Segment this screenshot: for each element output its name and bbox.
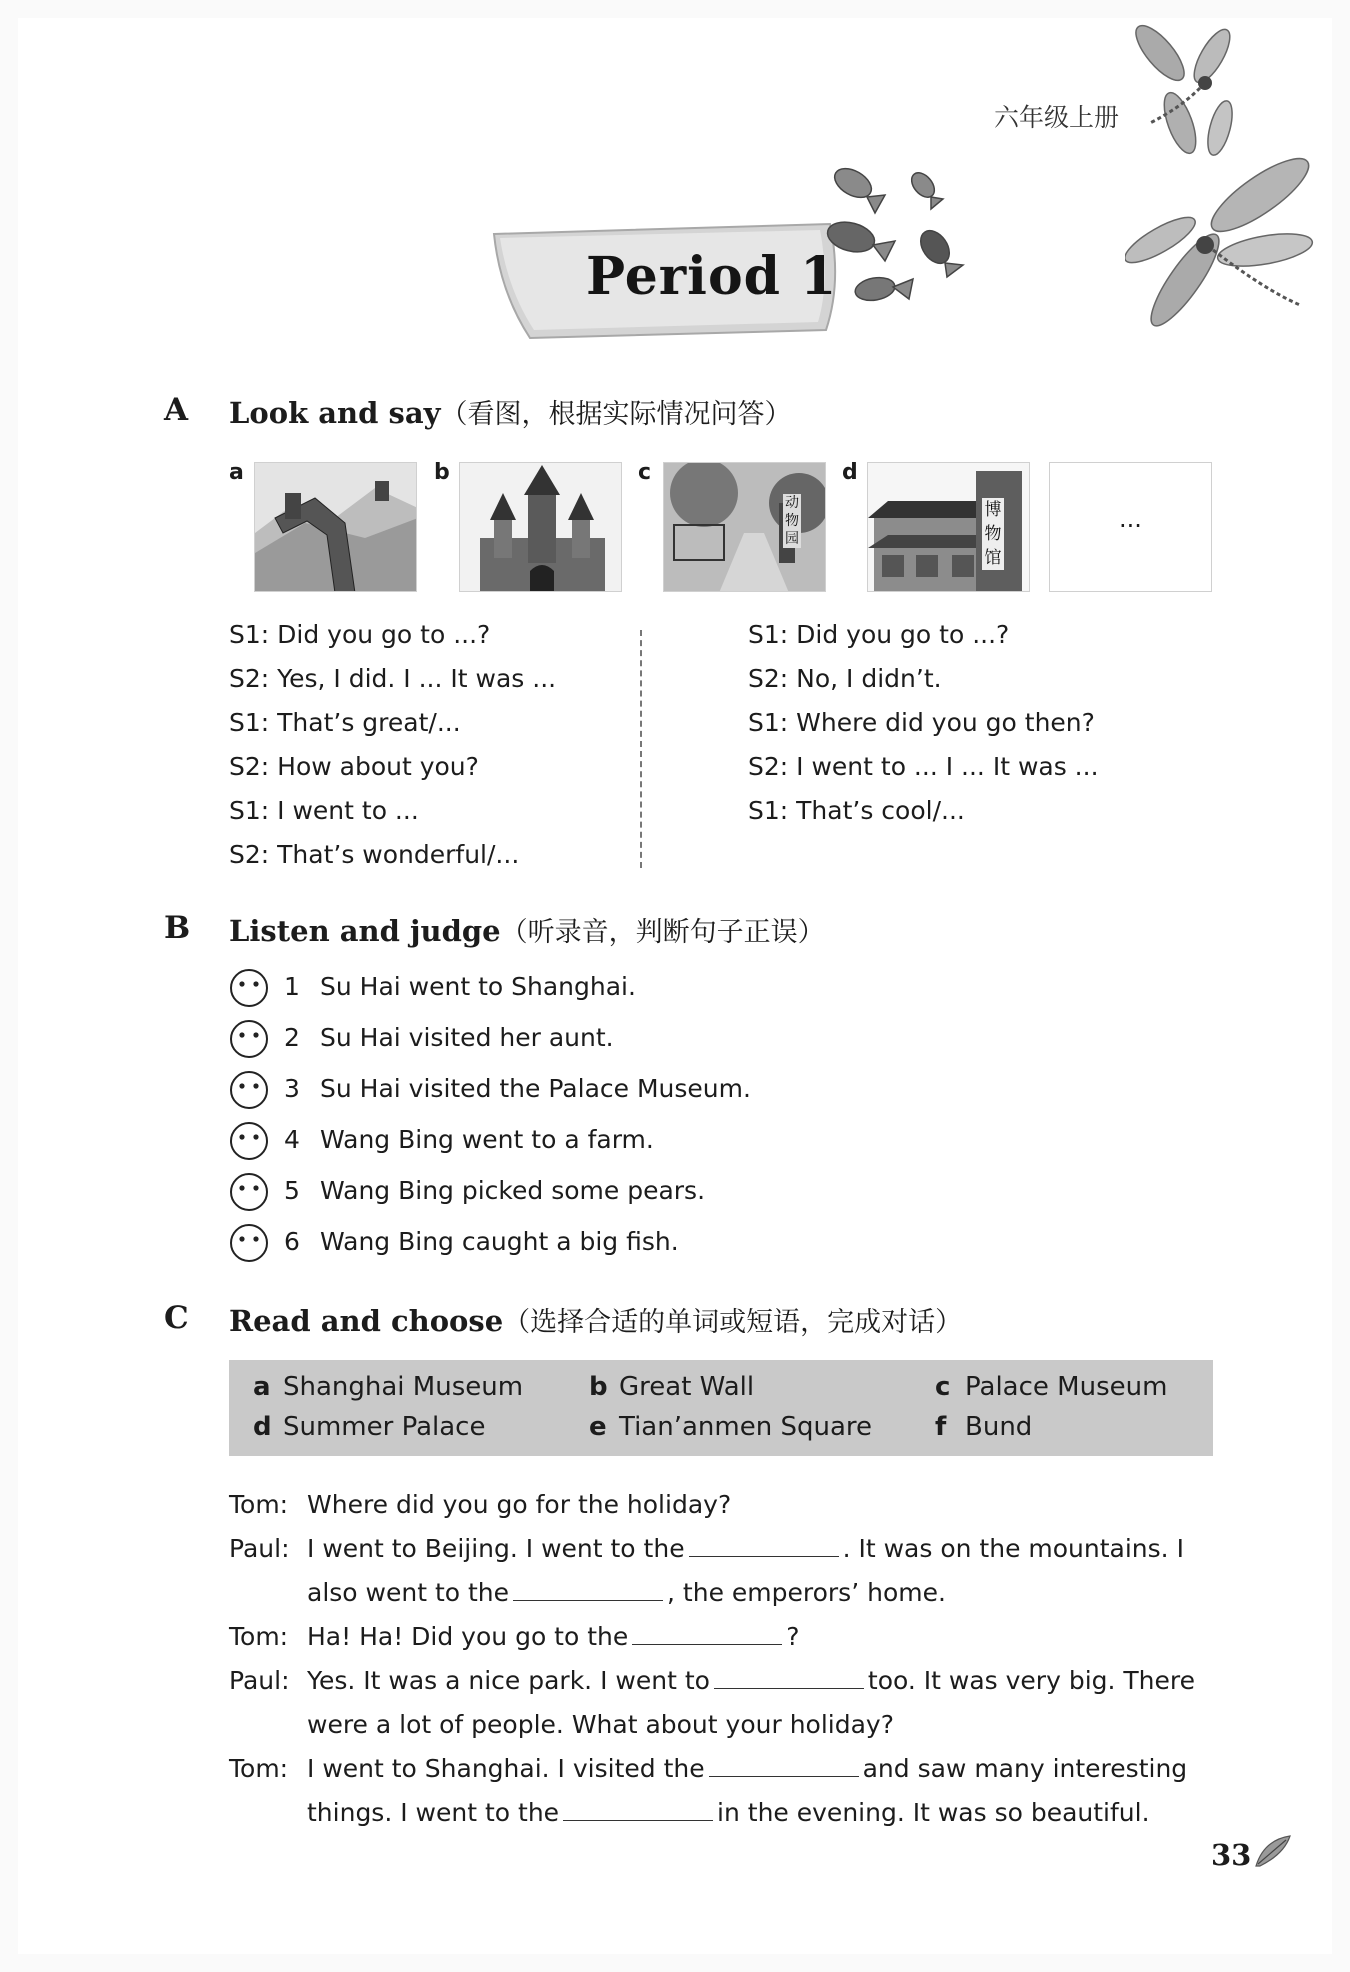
picture-castle <box>459 462 622 592</box>
dialogue-right-line: S1: Where did you go then? <box>748 708 1095 737</box>
dragonfly-bottom-icon <box>1125 150 1325 360</box>
grade-label: 六年级上册 <box>994 103 1120 132</box>
judge-number: 6 <box>284 1227 300 1256</box>
zoo-sign: 动物园 <box>785 495 799 547</box>
dragonfly-top-icon <box>1120 18 1240 158</box>
judge-statement: Wang Bing went to a farm. <box>320 1125 654 1154</box>
speaker-label: Paul: <box>229 1534 290 1563</box>
section-b-title-cn: （听录音，判断句子正误） <box>500 917 825 948</box>
answer-blank[interactable] <box>632 1623 782 1645</box>
section-a-title-cn: （看图，根据实际情况问答） <box>440 399 792 430</box>
dialogue-line: Where did you go for the holiday? <box>307 1490 732 1519</box>
judge-face-icon[interactable] <box>229 1019 269 1059</box>
judge-number: 1 <box>284 972 300 1001</box>
answer-blank[interactable] <box>714 1667 864 1689</box>
fish-school-icon <box>815 155 985 325</box>
dialogue-line: also went to the , the emperors’ home. <box>307 1578 946 1607</box>
section-c-title <box>229 1300 962 1339</box>
dialogue-left-line: S2: Yes, I did. I ... It was ... <box>229 664 557 693</box>
dialogue-left-line: S1: I went to ... <box>229 796 419 825</box>
picture-label-d: d <box>842 460 858 485</box>
section-a-letter: A <box>164 392 189 428</box>
word-option: f Bund <box>935 1412 1033 1442</box>
judge-statement: Su Hai visited the Palace Museum. <box>320 1074 751 1103</box>
great-wall-icon <box>255 463 417 592</box>
picture-label-c: c <box>638 460 652 485</box>
word-bank <box>229 1360 1213 1456</box>
judge-face-icon[interactable] <box>229 968 269 1008</box>
dialogue-left-line: S2: That’s wonderful/... <box>229 840 520 869</box>
dialogue-right-line: S2: I went to ... I ... It was ... <box>748 752 1099 781</box>
answer-blank[interactable] <box>689 1535 839 1557</box>
answer-blank[interactable] <box>563 1799 713 1821</box>
speaker-label: Paul: <box>229 1666 290 1695</box>
section-c-title-cn: （选择合适的单词或短语，完成对话） <box>503 1307 963 1338</box>
dialogue-left-line: S1: That’s great/... <box>229 708 461 737</box>
judge-face-icon[interactable] <box>229 1172 269 1212</box>
dialogue-line: I went to Beijing. I went to the . It was on the mountains. I <box>307 1534 1184 1563</box>
dialogue-left-line: S1: Did you go to ...? <box>229 620 491 649</box>
section-a-title-en: Look and say <box>229 396 441 430</box>
page-number: 33 <box>1211 1838 1252 1872</box>
word-option: d Summer Palace <box>253 1412 486 1442</box>
word-option: c Palace Museum <box>935 1372 1168 1402</box>
leaf-icon <box>1254 1834 1294 1868</box>
museum-sign: 博物馆 <box>982 498 1004 570</box>
museum-building-icon <box>868 463 1030 592</box>
dialogue-line: were a lot of people. What about your holiday? <box>307 1710 894 1739</box>
answer-blank[interactable] <box>709 1755 859 1777</box>
word-option: e Tian’anmen Square <box>589 1412 872 1442</box>
section-b-letter: B <box>164 910 191 946</box>
speaker-label: Tom: <box>229 1622 289 1651</box>
judge-statement: Wang Bing picked some pears. <box>320 1176 706 1205</box>
picture-label-b: b <box>434 460 450 485</box>
section-c-letter: C <box>164 1300 189 1336</box>
section-a-title <box>229 392 791 431</box>
dialogue-line: Yes. It was a nice park. I went to too. It was very big. There <box>307 1666 1196 1695</box>
speaker-label: Tom: <box>229 1490 289 1519</box>
dialogue-divider <box>640 630 642 868</box>
judge-face-icon[interactable] <box>229 1070 269 1110</box>
judge-number: 5 <box>284 1176 300 1205</box>
dialogue-right-line: S2: No, I didn’t. <box>748 664 942 693</box>
page-title: Period 1 <box>586 246 838 307</box>
dialogue-line: things. I went to the in the evening. It was so beautiful. <box>307 1798 1150 1827</box>
judge-number: 2 <box>284 1023 300 1052</box>
judge-number: 4 <box>284 1125 300 1154</box>
dialogue-line: I went to Shanghai. I visited the and saw many interesting <box>307 1754 1188 1783</box>
section-b-title-en: Listen and judge <box>229 914 501 948</box>
dialogue-line: Ha! Ha! Did you go to the ? <box>307 1622 800 1651</box>
dialogue-left-line: S2: How about you? <box>229 752 479 781</box>
judge-face-icon[interactable] <box>229 1121 269 1161</box>
judge-statement: Su Hai went to Shanghai. <box>320 972 636 1001</box>
dialogue-right-line: S1: Did you go to ...? <box>748 620 1010 649</box>
answer-blank[interactable] <box>513 1579 663 1601</box>
judge-number: 3 <box>284 1074 300 1103</box>
picture-museum <box>867 462 1030 592</box>
judge-statement: Wang Bing caught a big fish. <box>320 1227 679 1256</box>
word-option: b Great Wall <box>589 1372 755 1402</box>
picture-great-wall <box>254 462 417 592</box>
speaker-label: Tom: <box>229 1754 289 1783</box>
zoo-gate-icon <box>664 463 826 592</box>
dialogue-right-line: S1: That’s cool/... <box>748 796 965 825</box>
section-c-title-en: Read and choose <box>229 1304 504 1338</box>
word-option: a Shanghai Museum <box>253 1372 524 1402</box>
castle-icon <box>460 463 622 592</box>
picture-zoo <box>663 462 826 592</box>
section-b-title <box>229 910 825 949</box>
picture-label-a: a <box>229 460 244 485</box>
judge-face-icon[interactable] <box>229 1223 269 1263</box>
judge-statement: Su Hai visited her aunt. <box>320 1023 614 1052</box>
picture-more: ... <box>1049 462 1212 592</box>
